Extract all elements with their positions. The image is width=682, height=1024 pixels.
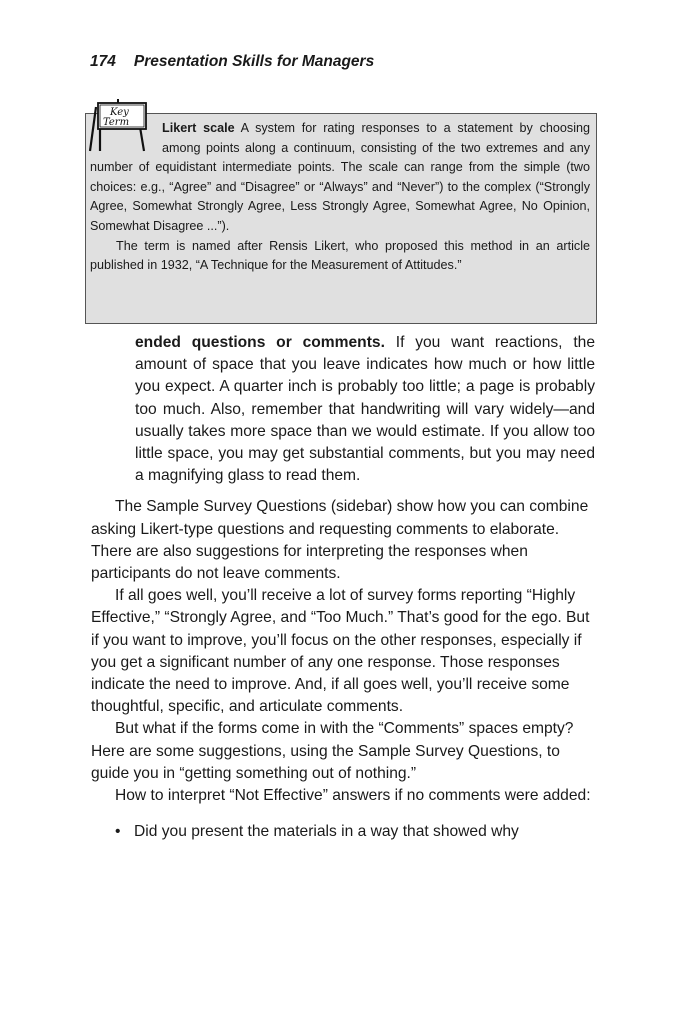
page-number: 174 — [90, 53, 116, 70]
running-header — [90, 53, 374, 71]
term-definition — [90, 119, 590, 237]
bullet-item — [115, 821, 595, 843]
paragraph: If all goes well, you’ll receive a lot of survey forms reporting “Highly Effective,” “Strongly Agree, and “Too Much.” That’s good for the ego. But if you want to improve, you’ll focus on the other responses, especially if you get a significant number of any one response. Those responses indicate the need to improve. And, if all goes well, you’ll receive some thoughtful, specific, and articulate comments. — [91, 587, 590, 716]
continued-text: If you want reactions, the amount of space that you leave indicates how much or how little you expect. A quarter inch is probably too little; a page is probably too much. Also, remember that handwriting will vary widely—and usually takes more space than we would estimate. If you allow too little space, you may get substantial comments, but you may need a magnifying glass to read them. — [135, 334, 595, 485]
key-term-sidebar — [85, 107, 597, 324]
paragraph: But what if the forms come in with the “Comments” spaces empty? Here are some suggestions, using the Sample Survey Questions, to guide you in “getting something out of nothing.” — [91, 720, 574, 782]
body-text — [91, 332, 595, 843]
icon-word-term: Term — [103, 117, 130, 128]
icon-word-key: Key — [110, 107, 129, 118]
term-note: The term is named after Rensis Likert, who proposed this method in an article published in 1932, “A Technique for the Measurement of Attitudes.” — [90, 238, 590, 273]
book-title: Presentation Skills for Managers — [133, 53, 375, 70]
bullet-icon: • — [115, 823, 121, 841]
term-name: Likert scale — [162, 121, 235, 135]
paragraph: How to interpret “Not Effective” answers if no comments were added: — [115, 787, 591, 805]
bullet-text: Did you present the materials in a way that showed why — [134, 823, 519, 841]
paragraph: The Sample Survey Questions (sidebar) show how you can combine asking Likert-type questions and requesting comments to elaborate. There are also suggestions for interpreting the responses when participants do not leave comments. — [91, 498, 589, 583]
continued-lead: ended questions or comments. — [135, 334, 385, 351]
definition-text: A system for rating responses to a statement by choosing among points along a continuum, consisting of the two extremes and any number of equidistant intermediate points. The scale can range from the simple (two choices: e.g., “Agree” and “Disagree” or “Always” and “Never”) to the complex (“Strongly Agree, Somewhat Strongly Agree, Less Strongly Agree, Somewhat Agree, No Opinion, Somewhat Disagree ...”). — [90, 121, 591, 233]
key-term-easel-icon — [88, 97, 158, 153]
continued-list-item — [135, 332, 595, 487]
